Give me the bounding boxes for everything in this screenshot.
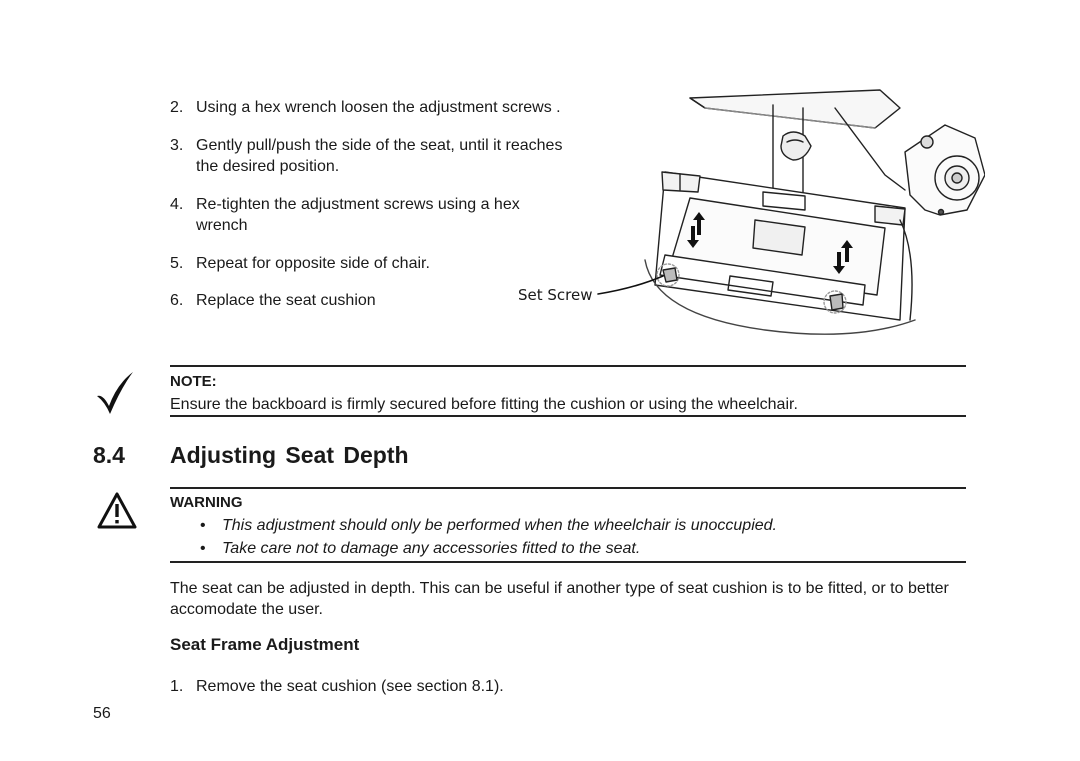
step-text: Gently pull/push the side of the seat, until it reaches the desired position. [196, 137, 563, 175]
step-text: Replace the seat cushion [196, 292, 376, 309]
step-text: Remove the seat cushion (see section 8.1). [196, 678, 504, 695]
set-screw-label: Set Screw [518, 286, 593, 304]
step-text: Re-tighten the adjustment screws using a hex wrench [196, 196, 520, 234]
section-number: 8.4 [93, 442, 125, 468]
warning-bullet-text: This adjustment should only be performed when the wheelchair is unoccupied. [222, 517, 777, 534]
note-top-rule [170, 365, 966, 367]
page-number: 56 [93, 705, 111, 722]
list-item [170, 676, 696, 697]
step-number: 6. [170, 292, 184, 309]
note-text: Ensure the backboard is firmly secured before fitting the cushion or using the wheelchair. [170, 396, 798, 413]
warning-top-rule [170, 487, 966, 489]
warning-triangle-icon [96, 491, 138, 531]
step-number: 3. [170, 137, 184, 154]
note-bottom-rule [170, 415, 966, 417]
step-number: 1. [170, 678, 184, 695]
warning-bullet [197, 517, 777, 535]
section-title: Adjusting Seat Depth [170, 442, 409, 468]
seat-frame-figure [505, 80, 985, 345]
warning-bullet [197, 540, 640, 558]
note-label: NOTE: [170, 373, 217, 390]
warning-bottom-rule [170, 561, 966, 563]
bullet-icon: • [200, 540, 206, 557]
bullet-icon: • [200, 517, 206, 534]
step-text: Repeat for opposite side of chair. [196, 255, 430, 272]
warning-label: WARNING [170, 494, 243, 511]
subsection-title: Seat Frame Adjustment [170, 635, 360, 654]
step-text: Using a hex wrench loosen the adjustment screws . [196, 99, 561, 116]
step-number: 5. [170, 255, 184, 272]
intro-paragraph: The seat can be adjusted in depth. This can be useful if another type of seat cushion is to be fitted, or to better accomodate the user. [170, 580, 949, 618]
step-number: 4. [170, 196, 184, 213]
checkmark-icon [93, 370, 141, 418]
seat-frame-illustration [505, 80, 985, 345]
step-number: 2. [170, 99, 184, 116]
warning-bullet-text: Take care not to damage any accessories fitted to the seat. [222, 540, 641, 557]
